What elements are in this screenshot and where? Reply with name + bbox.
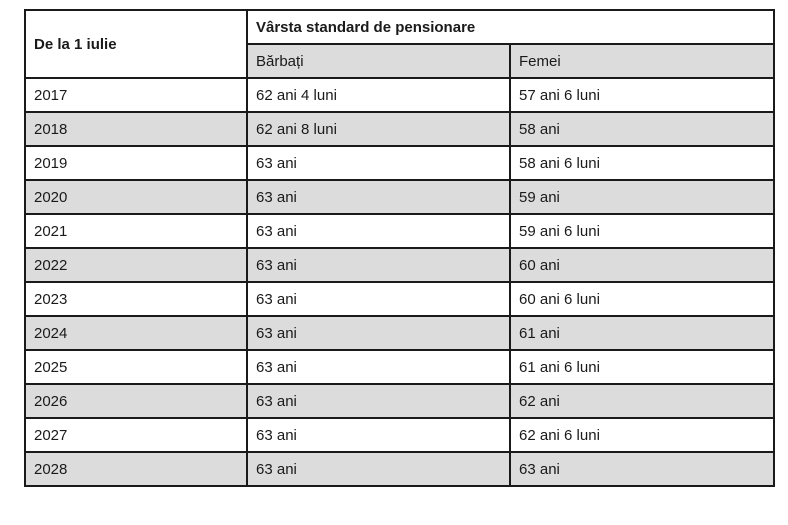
table-row [25,146,774,180]
women-age-cell: 57 ani 6 luni [510,78,774,112]
table-row [25,78,774,112]
women-age-cell: 59 ani 6 luni [510,214,774,248]
table-row [25,316,774,350]
table-row [25,112,774,146]
year-cell: 2024 [25,316,247,350]
men-age-cell: 63 ani [247,384,510,418]
year-cell: 2023 [25,282,247,316]
women-age-cell: 59 ani [510,180,774,214]
men-age-cell: 63 ani [247,282,510,316]
table-row [25,180,774,214]
table-row [25,452,774,486]
year-cell: 2028 [25,452,247,486]
men-age-cell: 63 ani [247,214,510,248]
women-age-cell: 63 ani [510,452,774,486]
table-row [25,282,774,316]
men-age-cell: 63 ani [247,146,510,180]
men-age-cell: 63 ani [247,452,510,486]
table-header [25,10,774,78]
year-cell: 2017 [25,78,247,112]
pension-age-table [24,9,775,487]
men-age-cell: 63 ani [247,180,510,214]
women-age-cell: 62 ani 6 luni [510,418,774,452]
header-men: Bărbați [247,44,510,78]
header-row-group [25,10,774,44]
women-age-cell: 60 ani [510,248,774,282]
women-age-cell: 62 ani [510,384,774,418]
year-cell: 2027 [25,418,247,452]
year-cell: 2025 [25,350,247,384]
women-age-cell: 58 ani [510,112,774,146]
men-age-cell: 62 ani 8 luni [247,112,510,146]
table-row [25,214,774,248]
table-body [25,78,774,486]
year-cell: 2026 [25,384,247,418]
table-row [25,248,774,282]
year-cell: 2022 [25,248,247,282]
women-age-cell: 61 ani 6 luni [510,350,774,384]
year-cell: 2021 [25,214,247,248]
men-age-cell: 63 ani [247,316,510,350]
women-age-cell: 58 ani 6 luni [510,146,774,180]
women-age-cell: 61 ani [510,316,774,350]
year-cell: 2018 [25,112,247,146]
header-group-title: Vârsta standard de pensionare [247,10,774,44]
women-age-cell: 60 ani 6 luni [510,282,774,316]
header-women: Femei [510,44,774,78]
men-age-cell: 63 ani [247,418,510,452]
header-first-column: De la 1 iulie [25,10,247,78]
table-row [25,384,774,418]
men-age-cell: 63 ani [247,248,510,282]
men-age-cell: 62 ani 4 luni [247,78,510,112]
year-cell: 2019 [25,146,247,180]
men-age-cell: 63 ani [247,350,510,384]
table-row [25,418,774,452]
table-row [25,350,774,384]
year-cell: 2020 [25,180,247,214]
